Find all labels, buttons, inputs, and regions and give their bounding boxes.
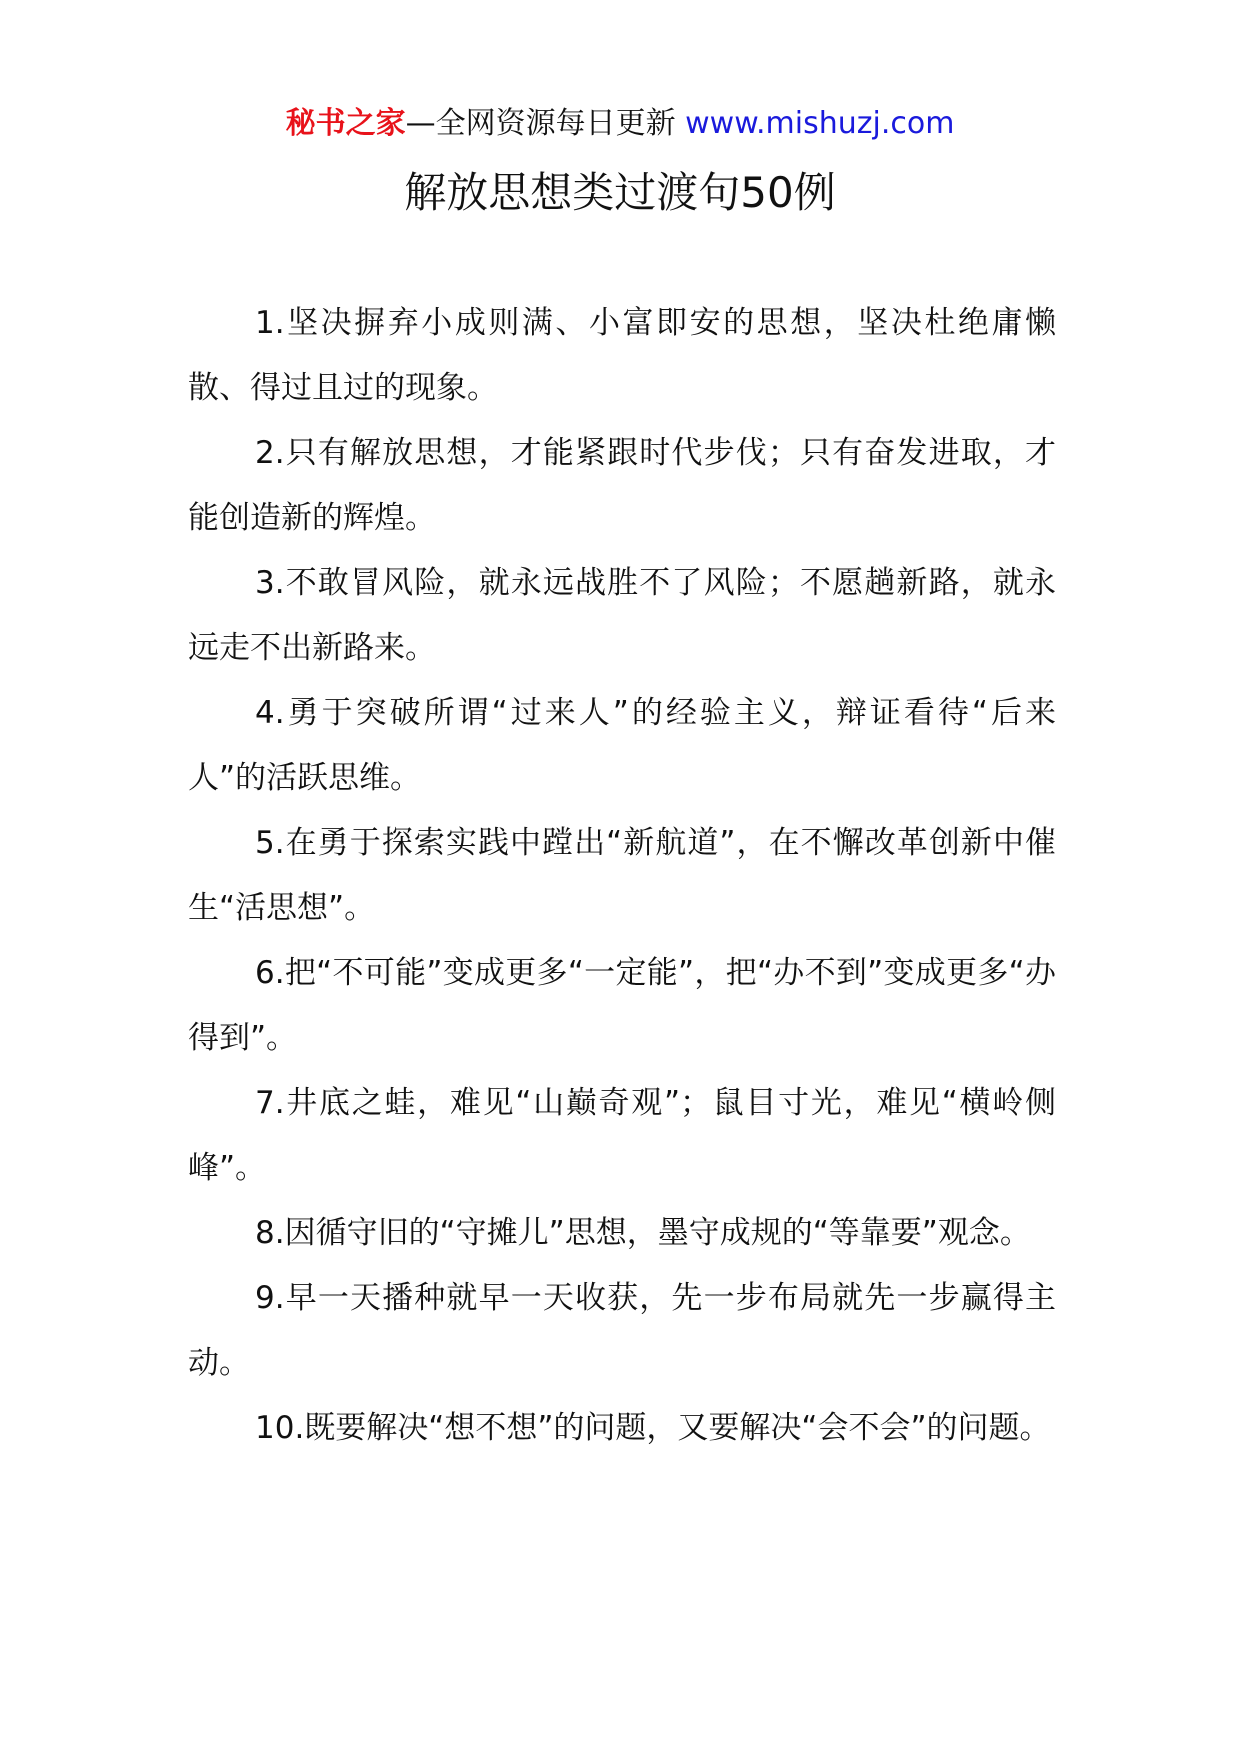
paragraph-2: 2.只有解放思想，才能紧跟时代步伐；只有奋发进取，才能创造新的辉煌。 bbox=[188, 435, 1056, 536]
paragraph-5: 5.在勇于探索实践中蹚出“新航道”，在不懈改革创新中催生“活思想”。 bbox=[188, 825, 1056, 926]
paragraph-4: 4.勇于突破所谓“过来人”的经验主义，辩证看待“后来人”的活跃思维。 bbox=[188, 695, 1056, 796]
paragraph-3: 3.不敢冒风险，就永远战胜不了风险；不愿趟新路，就永远走不出新路来。 bbox=[188, 565, 1056, 666]
paragraph-1: 1.坚决摒弃小成则满、小富即安的思想，坚决杜绝庸懒散、得过且过的现象。 bbox=[188, 305, 1056, 406]
paragraph-7: 7.井底之蛙，难见“山巅奇观”；鼠目寸光，难见“横岭侧峰”。 bbox=[188, 1085, 1056, 1186]
paragraph-9: 9.早一天播种就早一天收获，先一步布局就先一步赢得主动。 bbox=[188, 1280, 1056, 1381]
site-name: 秘书之家 bbox=[285, 106, 406, 141]
site-header bbox=[0, 104, 1240, 144]
paragraph-10: 10.既要解决“想不想”的问题，又要解决“会不会”的问题。 bbox=[255, 1410, 1051, 1446]
paragraph-6: 6.把“不可能”变成更多“一定能”，把“办不到”变成更多“办得到”。 bbox=[188, 955, 1056, 1056]
document-body bbox=[188, 291, 1056, 1461]
site-tagline: —全网资源每日更新 bbox=[405, 106, 686, 141]
site-url-link[interactable]: www.mishuzj.com bbox=[685, 106, 955, 141]
document-title: 解放思想类过渡句50例 bbox=[404, 168, 836, 217]
paragraph-8: 8.因循守旧的“守摊儿”思想，墨守成规的“等靠要”观念。 bbox=[255, 1215, 1031, 1251]
